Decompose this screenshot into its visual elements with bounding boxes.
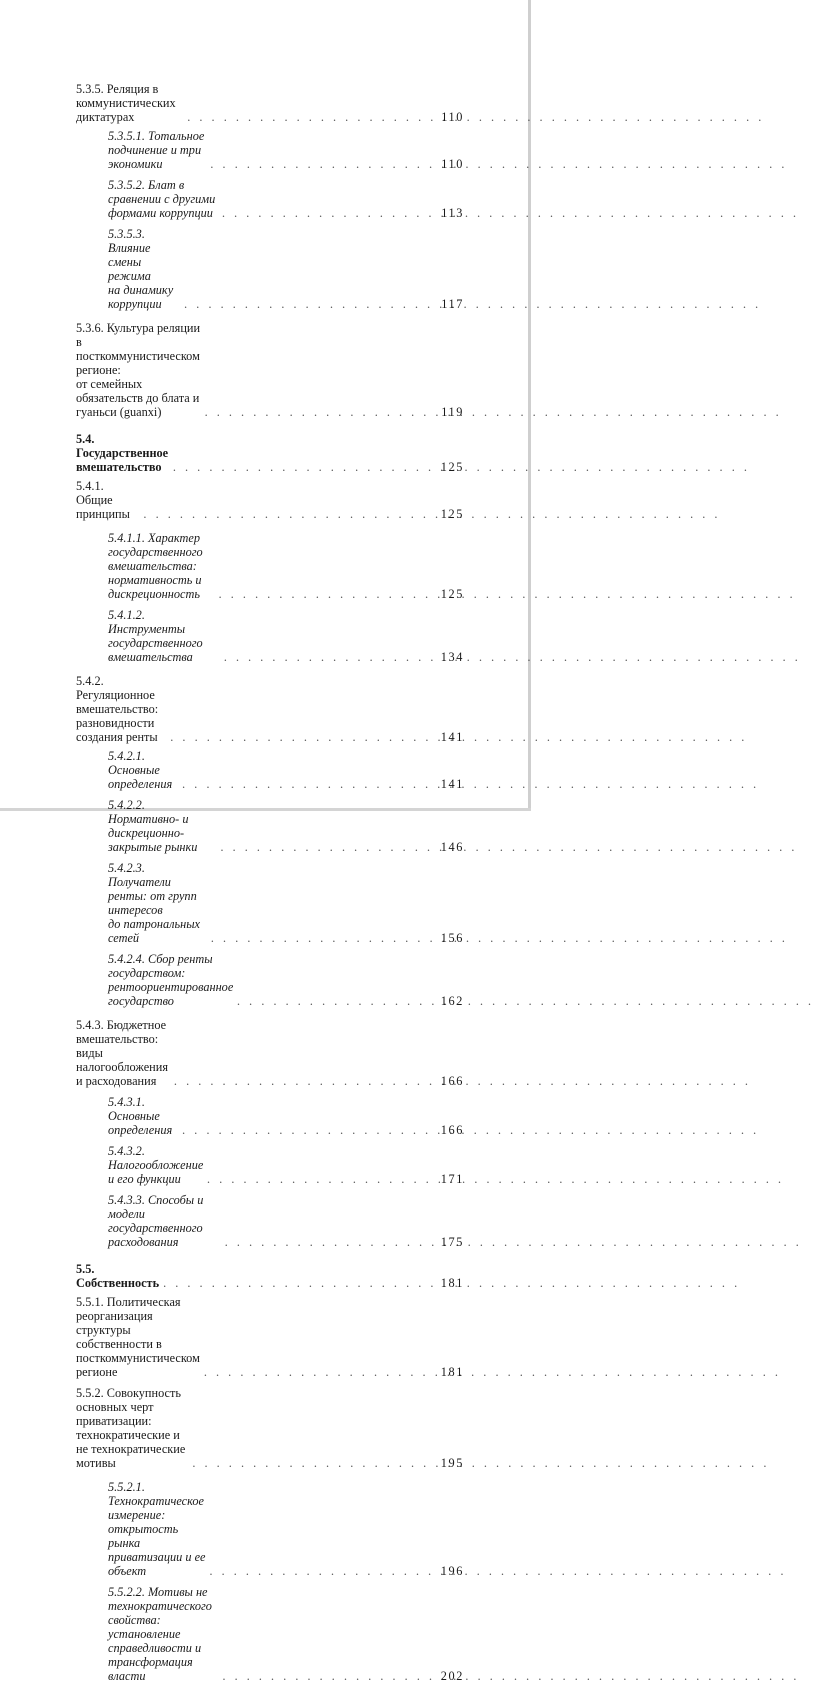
toc-page-number: 119 <box>441 405 464 419</box>
toc-entry-title-line: 5.5.2. Совокупность основных черт приватизации: <box>76 1386 181 1428</box>
dot-leader <box>207 1172 437 1186</box>
table-of-contents <box>76 82 464 1683</box>
toc-entry-5-3-5[interactable] <box>76 82 464 124</box>
toc-page-number: 181 <box>440 1276 464 1290</box>
toc-entry-5-4-1-2[interactable] <box>108 608 464 664</box>
toc-entry-title: 5.3.5.1. Тотальное подчинение и три экономики <box>108 129 205 171</box>
toc-entry-5-4-3-3[interactable] <box>108 1193 464 1249</box>
toc-entry-title-line: нормативность и дискреционность <box>108 573 202 601</box>
toc-page-number: 146 <box>440 840 464 854</box>
toc-entry-title <box>76 1295 200 1379</box>
toc-entry-title: 5.4.3.3. Способы и модели государственного расходования <box>108 1193 204 1249</box>
dot-leader <box>222 206 438 220</box>
toc-entry-title <box>76 1386 188 1470</box>
toc-entry-5-4-1[interactable] <box>76 479 464 521</box>
toc-page-number: 110 <box>441 157 464 171</box>
toc-entry-title <box>76 321 201 419</box>
toc-entry-5-4-2[interactable] <box>76 674 464 744</box>
toc-entry-5-4-2-3[interactable] <box>108 861 464 945</box>
toc-entry-5-4-2-2[interactable] <box>108 798 464 854</box>
toc-section-5-4[interactable] <box>76 432 464 474</box>
dot-leader <box>210 1564 438 1578</box>
toc-entry-title: 5.3.5. Реляция в коммунистических диктатурах <box>76 82 176 124</box>
dot-leader <box>163 1276 438 1290</box>
toc-entry-title-line: 5.4.1.1. Характер государственного вмешательства: <box>108 531 203 573</box>
toc-page-number: 156 <box>440 931 464 945</box>
toc-entry-title: 5.4.3.1. Основные определения <box>108 1095 173 1137</box>
toc-page-number: 117 <box>441 297 464 311</box>
dot-leader <box>237 994 437 1008</box>
toc-entry-5-5-1[interactable] <box>76 1295 464 1379</box>
toc-page-number: 110 <box>441 110 464 124</box>
toc-entry-title <box>108 952 233 1008</box>
toc-page-number: 171 <box>440 1172 464 1186</box>
toc-section-title: 5.4. Государственное вмешательство <box>76 432 169 474</box>
toc-entry-5-5-2[interactable] <box>76 1386 464 1470</box>
toc-page-number: 162 <box>440 994 464 1008</box>
toc-entry-title <box>76 1018 170 1088</box>
toc-entry-title: 5.4.2.1. Основные определения <box>108 749 173 791</box>
toc-page-number: 125 <box>440 587 464 601</box>
toc-entry-title-line: 5.5.2.1. Технократическое измерение: <box>108 1480 204 1522</box>
toc-entry-title-line: 5.3.6. Культура реляции в посткоммунистическом регионе: <box>76 321 201 377</box>
dot-leader <box>204 1365 438 1379</box>
toc-entry-title-line: 5.5.1. Политическая реорганизация структуры <box>76 1295 181 1337</box>
dot-leader <box>205 405 439 419</box>
toc-entry-title-line: разновидности создания ренты <box>76 716 158 744</box>
toc-entry-5-4-3-1[interactable] <box>108 1095 464 1137</box>
toc-entry-title <box>108 861 207 945</box>
toc-entry-title-line: собственности в посткоммунистическом регионе <box>76 1337 200 1379</box>
toc-entry-title <box>108 1585 219 1683</box>
dot-leader <box>221 840 438 854</box>
toc-page-number: 195 <box>440 1456 464 1470</box>
toc-entry-title <box>76 674 166 744</box>
toc-page-number: 166 <box>440 1074 464 1088</box>
dot-leader <box>187 110 438 124</box>
toc-entry-5-4-1-1[interactable] <box>108 531 464 601</box>
dot-leader <box>173 460 438 474</box>
toc-entry-title-line: 5.3.5.3. Влияние смены режима <box>108 227 151 283</box>
toc-entry-title <box>108 227 180 311</box>
toc-entry-5-3-5-2[interactable] <box>108 178 464 220</box>
toc-page-number: 196 <box>440 1564 464 1578</box>
dot-leader <box>211 157 439 171</box>
toc-entry-title: 5.4.1. Общие принципы <box>76 479 130 521</box>
toc-entry-5-4-2-1[interactable] <box>108 749 464 791</box>
dot-leader <box>225 1235 438 1249</box>
toc-entry-title-line: технократические и не технократические мотивы <box>76 1428 186 1470</box>
toc-page-number: 125 <box>440 460 464 474</box>
toc-entry-5-5-2-1[interactable] <box>108 1480 464 1578</box>
toc-entry-title-line: 5.4.2.4. Сбор ренты государством: <box>108 952 213 980</box>
toc-page-number: 175 <box>440 1235 464 1249</box>
toc-page-number: 134 <box>440 650 464 664</box>
dot-leader <box>174 1074 438 1088</box>
toc-page-number: 181 <box>440 1365 464 1379</box>
toc-section-title: 5.5. Собственность <box>76 1262 160 1290</box>
toc-entry-5-3-5-1[interactable] <box>108 129 464 171</box>
toc-page-number: 141 <box>440 730 464 744</box>
toc-entry-title-line: на динамику коррупции <box>108 283 174 311</box>
toc-entry-title: 5.4.3.2. Налогообложение и его функции <box>108 1144 204 1186</box>
toc-page-number: 202 <box>440 1669 464 1683</box>
toc-entry-title-line: до патрональных сетей <box>108 917 201 945</box>
toc-entry-5-4-3[interactable] <box>76 1018 464 1088</box>
dot-leader <box>219 587 438 601</box>
dot-leader <box>192 1456 437 1470</box>
toc-entry-title: 5.4.1.2. Инструменты государственного вмешательства <box>108 608 203 664</box>
toc-entry-title-line: рентоориентированное государство <box>108 980 234 1008</box>
toc-entry-title: 5.3.5.2. Блат в сравнении с другими формами коррупции <box>108 178 216 220</box>
toc-entry-title-line: виды налогообложения и расходования <box>76 1046 169 1088</box>
toc-entry-title-line: от семейных обязательств до блата и гуаньси (guanxi) <box>76 377 200 419</box>
toc-entry-title-line: 5.4.3. Бюджетное вмешательство: <box>76 1018 167 1046</box>
toc-entry-title-line: открытость рынка приватизации и ее объект <box>108 1522 206 1578</box>
toc-entry-5-4-3-2[interactable] <box>108 1144 464 1186</box>
toc-entry-title-line: 5.5.2.2. Мотивы не технократического свойства: <box>108 1585 212 1627</box>
toc-section-5-5[interactable] <box>76 1262 464 1290</box>
dot-leader <box>143 507 437 521</box>
dot-leader <box>182 777 437 791</box>
dot-leader <box>224 650 438 664</box>
toc-entry-title-line: установление справедливости и трансформация власти <box>108 1627 202 1683</box>
toc-entry-title <box>108 531 215 601</box>
dot-leader <box>211 931 438 945</box>
dot-leader <box>223 1669 438 1683</box>
toc-page-number: 141 <box>440 777 464 791</box>
toc-page-number: 113 <box>441 206 464 220</box>
toc-entry-5-3-5-3[interactable] <box>108 227 464 311</box>
toc-entry-title-line: 5.4.2. Регуляционное вмешательство: <box>76 674 159 716</box>
toc-entry-title: 5.4.2.2. Нормативно- и дискреционно-закрытые рынки <box>108 798 198 854</box>
dot-leader <box>184 297 438 311</box>
toc-page-number: 125 <box>440 507 464 521</box>
toc-entry-5-5-2-2[interactable] <box>108 1585 464 1683</box>
dot-leader <box>182 1123 437 1137</box>
toc-entry-title <box>108 1480 206 1578</box>
toc-entry-5-3-6[interactable] <box>76 321 464 419</box>
toc-entry-5-4-2-4[interactable] <box>108 952 464 1008</box>
toc-page-number: 166 <box>440 1123 464 1137</box>
toc-entry-title-line: 5.4.2.3. Получатели ренты: от групп интересов <box>108 861 197 917</box>
dot-leader <box>170 730 437 744</box>
